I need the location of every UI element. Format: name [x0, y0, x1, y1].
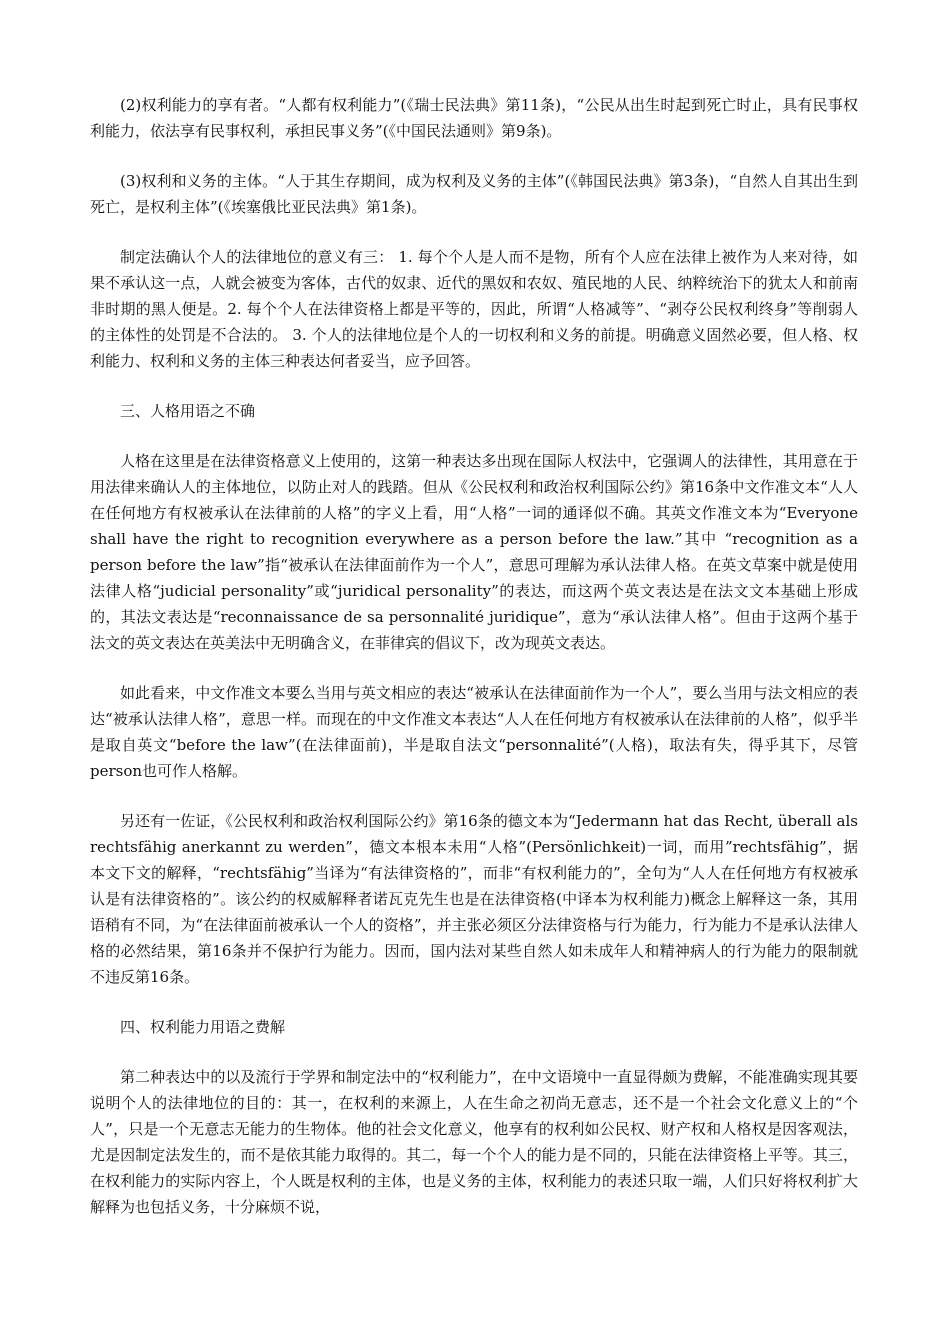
paragraph-rights-duties-subject: (3)权利和义务的主体。“人于其生存期间，成为权利及义务的主体”(《韩国民法典》第3条)，“自然人自其出生到死亡，是权利主体”(《埃塞俄比亚民法典》第1条)。 [90, 172, 858, 216]
paragraph-rights-capacity-holder: (2)权利能力的享有者。“人都有权利能力”(《瑞士民法典》第11条)，“公民从出生时起到死亡时止，具有民事权利能力，依法享有民事权利，承担民事义务”(《中国民法通则》第9条)。 [90, 96, 858, 140]
paragraph-rights-capacity-term: 第二种表达中的以及流行于学界和制定法中的“权利能力”，在中文语境中一直显得颇为费解，不能准确实现其要说明个人的法律地位的目的：其一，在权利的来源上，人在生命之初尚无意志，还不是一个社会文化意义上的“个人”，只是一个无意志无能力的生物体。他的社会文化意义，他享有的权利如公民权、财产权和人格权是因客观法，尤是因制定法发生的，而不是依其能力取得的。其二，每一个个人的能力是不同的，只能在法律资格上平等。其三，在权利能力的实际内容上，个人既是权利的主体，也是义务的主体，权利能力的表述只取一端，人们只好将权利扩大解释为也包括义务，十分麻烦不说， [90, 1068, 858, 1216]
section-heading-4: 四、权利能力用语之费解 [120, 1018, 286, 1036]
paragraph-significance: 制定法确认个人的法律地位的意义有三： 1. 每个个人是人而不是物，所有个人应在法律上被作为人来对待，如果不承认这一点，人就会被变为客体，古代的奴隶、近代的黑奴和农奴、殖民地的人民、纳粹统治下的犹太人和前南非时期的黑人便是。2. 每个个人在法律资格上都是平等的，因此，所谓“人格减等”、“剥夺公民权利终身”等削弱人的主体性的处罚是不合法的。 3. 个人的法律地位是个人的一切权利和义务的前提。明确意义固然必要，但人格、权利能力、权利和义务的主体三种表达何者妥当，应予回答。 [90, 248, 858, 370]
document-page [90, 92, 858, 1220]
paragraph-personality-term: 人格在这里是在法律资格意义上使用的，这第一种表达多出现在国际人权法中，它强调人的法律性，其用意在于用法律来确认人的主体地位，以防止对人的践踏。但从《公民权利和政治权利国际公约》第16条中文作准文本“人人在任何地方有权被承认在法律前的人格”的字义上看，用“人格”一词的通译似不确。其英文作准文本为“Everyone shall have the right to recognition everywhere as a person before the law.”其中 “recognition as a person before the law”指“被承认在法律面前作为一个人”，意思可理解为承认法律人格。在英文草案中就是使用法律人格“judicial personality”或“juridical personality”的表达，而这两个英文表达是在法文文本基础上形成的，其法文表达是“reconnaissance de sa personnalité juridique”，意为“承认法律人格”。但由于这两个基于法文的英文表达在英美法中无明确含义，在菲律宾的倡议下，改为现英文表达。 [90, 452, 858, 652]
section-heading-3: 三、人格用语之不确 [120, 402, 256, 420]
paragraph-german-evidence: 另还有一佐证，《公民权利和政治权利国际公约》第16条的德文本为“Jedermann hat das Recht, überall als rechtsfähig anerkannt zu werden”，德文本根本未用“人格”(Persönlichkeit)一词，而用”rechtsfähig”，据本文下文的解释，“rechtsfähig”当译为“有法律资格的”，而非“有权利能力的”，全句为“人人在任何地方有权被承认是有法律资格的”。该公约的权威解释者诺瓦克先生也是在法律资格(中译本为权利能力)概念上解释这一条，其用语稍有不同，为“在法律面前被承认一个人的资格”，并主张必须区分法律资格与行为能力，行为能力不是承认法律人格的必然结果，第16条并不保护行为能力。因而，国内法对某些自然人如未成年人和精神病人的行为能力的限制就不违反第16条。 [90, 812, 858, 986]
paragraph-chinese-text-analysis: 如此看来，中文作准文本要么当用与英文相应的表达“被承认在法律面前作为一个人”，要么当用与法文相应的表达“被承认法律人格”，意思一样。而现在的中文作准文本表达“人人在任何地方有权被承认在法律前的人格”，似乎半是取自英文“before the law”(在法律面前)，半是取自法文“personnalité”(人格)，取法有失，得乎其下，尽管person也可作人格解。 [90, 684, 858, 780]
